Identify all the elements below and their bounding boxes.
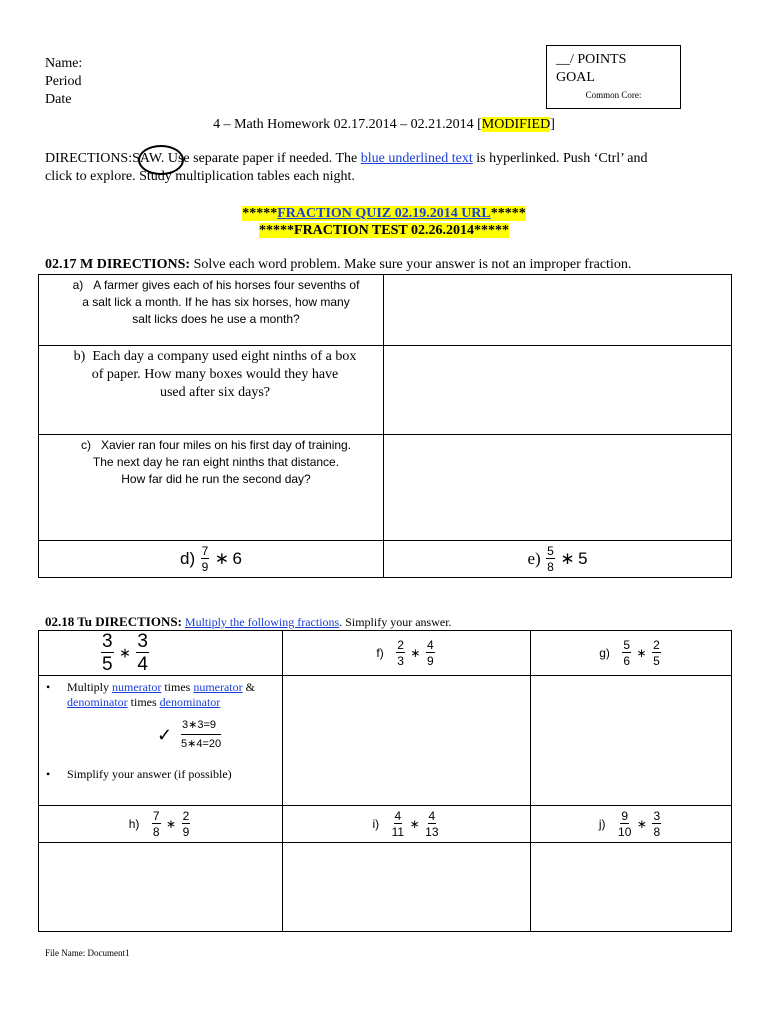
- multiply-sign: ∗: [560, 549, 575, 568]
- problem-b: [39, 346, 384, 435]
- directions-text-2: is hyperlinked. Push ‘Ctrl’ and: [472, 151, 648, 166]
- problem-label: g): [599, 646, 610, 660]
- problem-text: of paper. How many boxes would they have: [91, 367, 339, 382]
- directions-text: . Use separate paper if needed. The: [160, 151, 361, 166]
- problem-text: Xavier ran four miles on his first day of training.: [100, 438, 352, 452]
- denominator: 8: [152, 825, 160, 839]
- numerator: 9: [621, 809, 629, 823]
- problem-i: [283, 806, 531, 843]
- problem-label: d): [179, 549, 196, 568]
- denominator: 9: [201, 560, 209, 574]
- answer-cell-h[interactable]: [39, 843, 283, 932]
- numerator: 3: [653, 809, 661, 823]
- directions-line-2: click to explore. Study multiplication tables each night.: [45, 169, 355, 184]
- tuesday-directions: [45, 614, 452, 630]
- problem-j: [531, 806, 732, 843]
- problem-label: f): [376, 646, 384, 660]
- denominator: 10: [618, 825, 632, 839]
- date-label: Date: [45, 92, 72, 107]
- problem-f: [283, 631, 531, 676]
- step-simplify: [39, 767, 282, 782]
- denominator-work: 5∗4=20: [181, 738, 222, 750]
- numerator: 7: [201, 544, 209, 558]
- denominator: 9: [426, 654, 434, 668]
- answer-cell-f[interactable]: [283, 676, 531, 806]
- saw-text: SAW: [132, 151, 161, 166]
- fraction-row-3: [39, 806, 732, 843]
- multiply-sign: ∗: [636, 646, 647, 660]
- problem-label: h): [128, 817, 140, 831]
- answer-cell-g[interactable]: [531, 676, 732, 806]
- title-prefix: 4 – Math Homework 02.17.2014 – 02.21.2014 [: [213, 117, 482, 132]
- problem-label: i): [372, 817, 380, 831]
- numerator-link[interactable]: numerator: [112, 680, 162, 694]
- problem-text: salt licks does he use a month?: [132, 312, 300, 326]
- problem-c: [39, 435, 384, 541]
- tuesday-heading: 02.18 Tu DIRECTIONS:: [45, 614, 182, 629]
- monday-directions: [45, 257, 631, 273]
- numerator: 5: [623, 638, 631, 652]
- problem-d: [39, 541, 384, 578]
- problem-text: used after six days?: [159, 385, 271, 400]
- file-name-footer: File Name: Document1: [45, 948, 130, 958]
- general-directions: [45, 150, 735, 186]
- period-label: Period: [45, 74, 82, 89]
- problem-a: [39, 275, 384, 346]
- problem-g: [531, 631, 732, 676]
- multiply-sign: ∗: [410, 646, 421, 660]
- fraction-quiz-link[interactable]: FRACTION QUIZ 02.19.2014 URL: [277, 206, 491, 221]
- multiply-sign: ∗: [166, 817, 177, 831]
- multiply-sign: ∗: [214, 549, 230, 568]
- fraction-multiplication-table: [38, 630, 732, 932]
- bullet-icon: •: [46, 680, 51, 694]
- denominator-link[interactable]: denominator: [67, 695, 128, 709]
- steps-cell: [39, 676, 283, 806]
- denominator-link[interactable]: denominator: [159, 695, 221, 709]
- denominator: 8: [547, 560, 554, 574]
- denominator: 9: [182, 825, 190, 839]
- directions-label: DIRECTIONS:: [45, 151, 133, 166]
- denominator: 4: [137, 654, 148, 675]
- numerator: 4: [426, 638, 434, 652]
- tuesday-instructions: . Simplify your answer.: [339, 615, 452, 629]
- numerator-work: 3∗3=9: [181, 718, 221, 735]
- problem-e: [384, 541, 732, 578]
- problem-label: b): [73, 349, 86, 364]
- example-problem: [39, 631, 283, 676]
- problem-row-a: [39, 275, 732, 346]
- problem-label: e): [527, 549, 541, 568]
- quiz-test-banner: [0, 205, 768, 239]
- bullet-icon: •: [46, 767, 51, 781]
- problem-text: How far did he run the second day?: [121, 472, 311, 486]
- page-title: [0, 117, 768, 133]
- example-work: [39, 716, 282, 758]
- numerator-link[interactable]: numerator: [193, 680, 243, 694]
- denominator: 5: [653, 654, 660, 668]
- answer-cell-i[interactable]: [283, 843, 531, 932]
- problem-h: [39, 806, 283, 843]
- fraction-row-4: [39, 843, 732, 932]
- step-text: &: [242, 680, 255, 694]
- multiply-sign: ∗: [119, 644, 131, 661]
- multiply-sign: ∗: [636, 817, 647, 831]
- denominator: 6: [623, 654, 631, 668]
- name-label: Name:: [45, 56, 83, 71]
- problem-row-c: [39, 435, 732, 541]
- hyperlink-example[interactable]: blue underlined text: [360, 151, 473, 166]
- goal-line: GOAL: [556, 70, 595, 85]
- step-text: Multiply: [67, 680, 113, 694]
- numerator: 5: [547, 544, 554, 558]
- numerator: 2: [182, 809, 190, 823]
- points-box: [546, 45, 681, 109]
- title-suffix: ]: [550, 117, 555, 132]
- step-multiply: [39, 680, 282, 710]
- numerator: 4: [394, 809, 402, 823]
- numerator: 2: [653, 638, 660, 652]
- step-text: Simplify your answer (if possible): [67, 767, 232, 781]
- problem-row-de: [39, 541, 732, 578]
- problem-label: a): [72, 278, 84, 292]
- problem-text: The next day he ran eight ninths that distance.: [92, 455, 340, 469]
- step-text: times: [161, 680, 194, 694]
- fraction-row-2: [39, 676, 732, 806]
- multiply-sign: ∗: [409, 817, 420, 831]
- problem-label: c): [80, 438, 91, 452]
- denominator: 5: [102, 654, 113, 675]
- problem-row-b: [39, 346, 732, 435]
- denominator: 3: [397, 654, 404, 668]
- denominator: 11: [391, 825, 405, 839]
- numerator: 2: [397, 638, 404, 652]
- word-problem-table: [38, 274, 732, 578]
- quiz-suffix: *****: [490, 206, 526, 221]
- monday-instructions: Solve each word problem. Make sure your answer is not an improper fraction.: [190, 257, 632, 272]
- fraction-test-date: *****FRACTION TEST 02.26.2014*****: [259, 223, 509, 238]
- modified-tag: MODIFIED: [481, 117, 551, 132]
- numerator: 4: [428, 809, 436, 823]
- denominator: 13: [425, 825, 439, 839]
- answer-cell-c[interactable]: [384, 435, 732, 541]
- answer-cell-j[interactable]: [531, 843, 732, 932]
- fraction-row-1: [39, 631, 732, 676]
- step-text: times: [127, 695, 160, 709]
- monday-heading: 02.17 M DIRECTIONS:: [45, 257, 191, 272]
- problem-text: A farmer gives each of his horses four sevenths of: [93, 278, 360, 292]
- whole-number: 5: [578, 549, 588, 568]
- student-info: [45, 55, 82, 109]
- problem-text: Each day a company used eight ninths of a box: [92, 349, 357, 364]
- denominator: 8: [653, 825, 661, 839]
- whole-number: 6: [232, 549, 243, 568]
- numerator: 3: [102, 631, 113, 652]
- numerator: 7: [152, 809, 160, 823]
- multiply-fractions-link[interactable]: Multiply the following fractions: [184, 615, 340, 629]
- points-line: __/ POINTS: [556, 52, 627, 67]
- answer-cell-b[interactable]: [384, 346, 732, 435]
- answer-cell-a[interactable]: [384, 275, 732, 346]
- quiz-prefix: *****: [242, 206, 278, 221]
- problem-text: a salt lick a month. If he has six horses, how many: [82, 295, 350, 309]
- problem-label: j): [598, 817, 606, 831]
- check-mark-icon: ✓: [157, 725, 173, 745]
- common-core-label: Common Core:: [585, 90, 642, 100]
- numerator: 3: [137, 631, 148, 652]
